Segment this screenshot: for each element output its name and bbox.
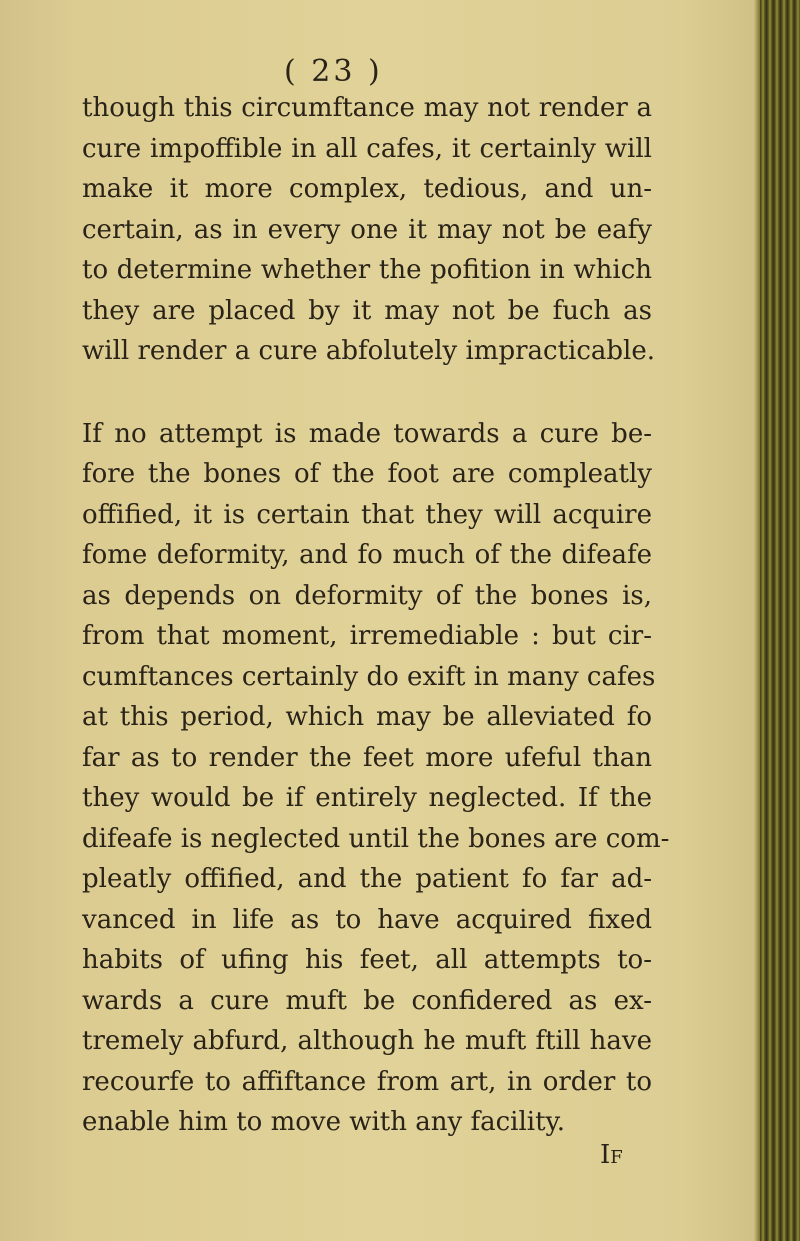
text-line: recourfe to affiftance from art, in order to <box>82 1066 652 1097</box>
paragraph-1 <box>82 88 656 372</box>
catchword: If <box>600 1140 623 1170</box>
text-line: fore the bones of the foot are compleatly <box>82 459 652 489</box>
text-line: will render a cure abfolutely impracticable. <box>82 336 656 366</box>
body-text <box>82 88 670 1143</box>
text-line: from that moment, irremediable : but cir- <box>82 621 652 651</box>
text-line: pleatly offified, and the patient fo far ad- <box>82 864 652 894</box>
text-line: to determine whether the pofition in which <box>82 255 652 285</box>
text-line: far as to render the feet more ufeful than <box>82 742 652 773</box>
text-line: though this circumftance may not render a <box>82 93 652 123</box>
text-line: If no attempt is made towards a cure be- <box>82 418 652 449</box>
text-line: wards a cure muft be confidered as ex- <box>82 985 652 1016</box>
text-line: difeafe is neglected until the bones are com- <box>82 823 670 854</box>
text-line: enable him to move with any facility. <box>82 1107 566 1137</box>
text-line: at this period, which may be alleviated fo <box>82 702 652 732</box>
text-line: as depends on deformity of the bones is, <box>82 580 652 611</box>
text-line: habits of ufing his feet, all attempts to- <box>82 945 652 975</box>
book-spine <box>760 0 800 1241</box>
text-line: make it more complex, tedious, and un- <box>82 174 652 204</box>
text-line: cumftances certainly do exift in many cafes <box>82 661 656 692</box>
text-line: they would be if entirely neglected. If the <box>82 783 652 813</box>
page-number: ( 23 ) <box>284 54 383 89</box>
text-line: certain, as in every one it may not be eafy <box>82 214 652 245</box>
text-line: offified, it is certain that they will acquire <box>82 499 652 530</box>
text-line: cure impoffible in all cafes, it certainly will <box>82 133 652 164</box>
text-line: tremely abfurd, although he muft ftill have <box>82 1026 652 1056</box>
text-line: vanced in life as to have acquired fixed <box>82 904 652 935</box>
text-line: they are placed by it may not be fuch as <box>82 295 652 326</box>
paragraph-2 <box>82 414 670 1143</box>
text-line: fome deformity, and fo much of the difeafe <box>82 540 652 570</box>
